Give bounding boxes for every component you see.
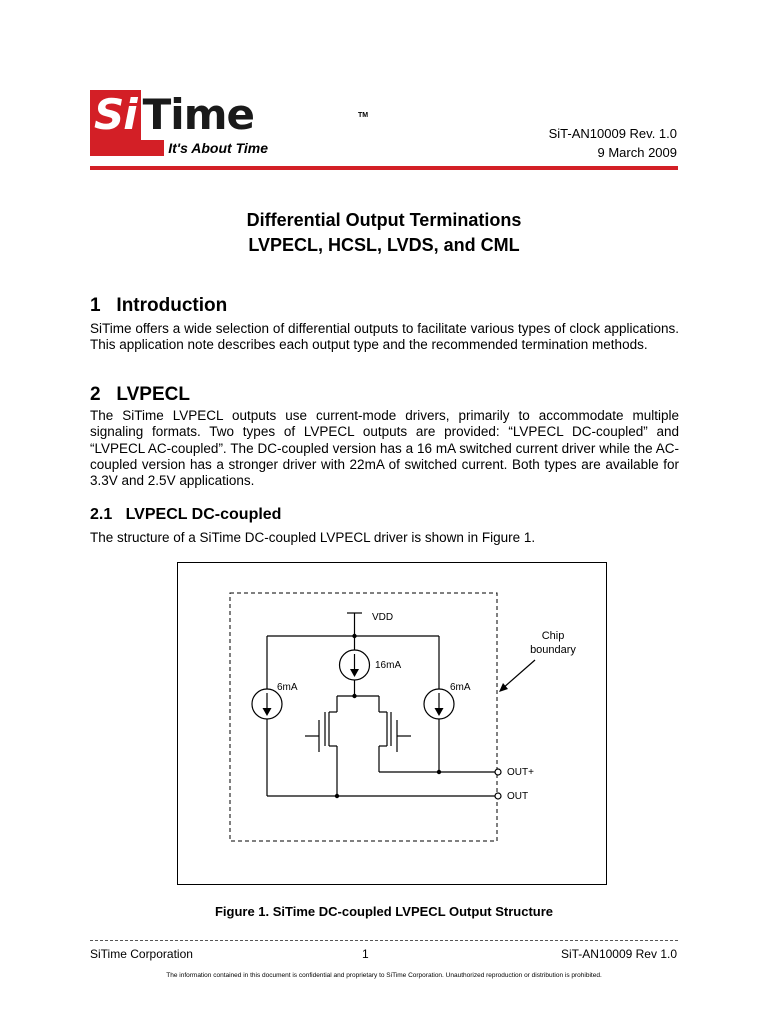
footer-confidentiality-notice: The information contained in this document is confidential and proprietary to SiTime Corporation. Unauthorized reproduction or distribution is prohibited.: [166, 972, 602, 979]
section-number: 1: [90, 295, 101, 316]
footer-divider: [90, 940, 678, 941]
document-date: 9 March 2009: [597, 145, 677, 160]
out-plus-label: OUT+: [507, 767, 534, 778]
section-2-1-body: The structure of a SiTime DC-coupled LVPECL driver is shown in Figure 1.: [90, 530, 536, 545]
vdd-label: VDD: [372, 612, 394, 623]
section-title: LVPECL: [116, 384, 190, 405]
chip-boundary-label-1: Chip: [541, 630, 565, 642]
logo-trademark: TM: [358, 112, 369, 119]
document-id: SiT-AN10009 Rev. 1.0: [548, 126, 677, 141]
logo-tagline-bar: [90, 140, 268, 156]
chip-boundary-label-2: boundary: [530, 644, 576, 656]
section-1-body: SiTime offers a wide selection of differential outputs to facilitate various types of clock applications. This application note describes each output type and the recommended termination methods.: [90, 321, 679, 353]
figure-frame: [178, 563, 607, 885]
logo-tagline: It's About Time: [164, 140, 268, 156]
document-title-line1: Differential Output Terminations: [246, 210, 522, 230]
section-2-body: The SiTime LVPECL outputs use current-mode drivers, primarily to accommodate multiple signaling formats. Two types of LVPECL outputs are provided: “LVPECL DC-coupled” and “LVPECL AC-coupled”. The DC-coupled version has a 16 mA switched current driver while the AC-coupled version has a stronger driver with 22mA of switched current. Both types are available for 3.3V and 2.5V applications.: [90, 408, 679, 489]
logo-time: Time: [142, 90, 254, 139]
section-title: LVPECL DC-coupled: [125, 506, 282, 523]
current-left-label: 6mA: [277, 682, 298, 693]
document-header-info: [549, 124, 677, 162]
out-plus-terminal: [495, 769, 501, 775]
circuit-schematic: [177, 562, 607, 885]
out-minus-label: OUT: [507, 791, 529, 802]
section-number: 2: [90, 384, 101, 405]
footer-company: SiTime Corporation: [90, 947, 193, 961]
out-minus-terminal: [495, 793, 501, 799]
sitime-logo: [90, 90, 369, 158]
section-2-heading: [90, 384, 190, 406]
logo-wordmark: [90, 90, 254, 140]
section-2-1-heading: [90, 506, 281, 524]
current-16ma-label: 16mA: [375, 660, 402, 671]
footer-document-id: SiT-AN10009 Rev 1.0: [560, 947, 677, 961]
section-number: 2.1: [90, 506, 113, 523]
current-right-label: 6mA: [450, 682, 471, 693]
logo-si: Si: [90, 90, 141, 140]
header-divider: [90, 166, 678, 170]
section-title: Introduction: [116, 295, 228, 316]
footer-page-number: 1: [362, 947, 369, 961]
figure-1-diagram: [177, 562, 607, 885]
figure-1-caption: Figure 1. SiTime DC-coupled LVPECL Output Structure: [214, 904, 554, 919]
section-1-heading: [90, 295, 227, 317]
document-title-line2: LVPECL, HCSL, LVDS, and CML: [248, 235, 520, 255]
chip-boundary: [230, 593, 497, 841]
callout-arrow-icon: [502, 660, 535, 689]
